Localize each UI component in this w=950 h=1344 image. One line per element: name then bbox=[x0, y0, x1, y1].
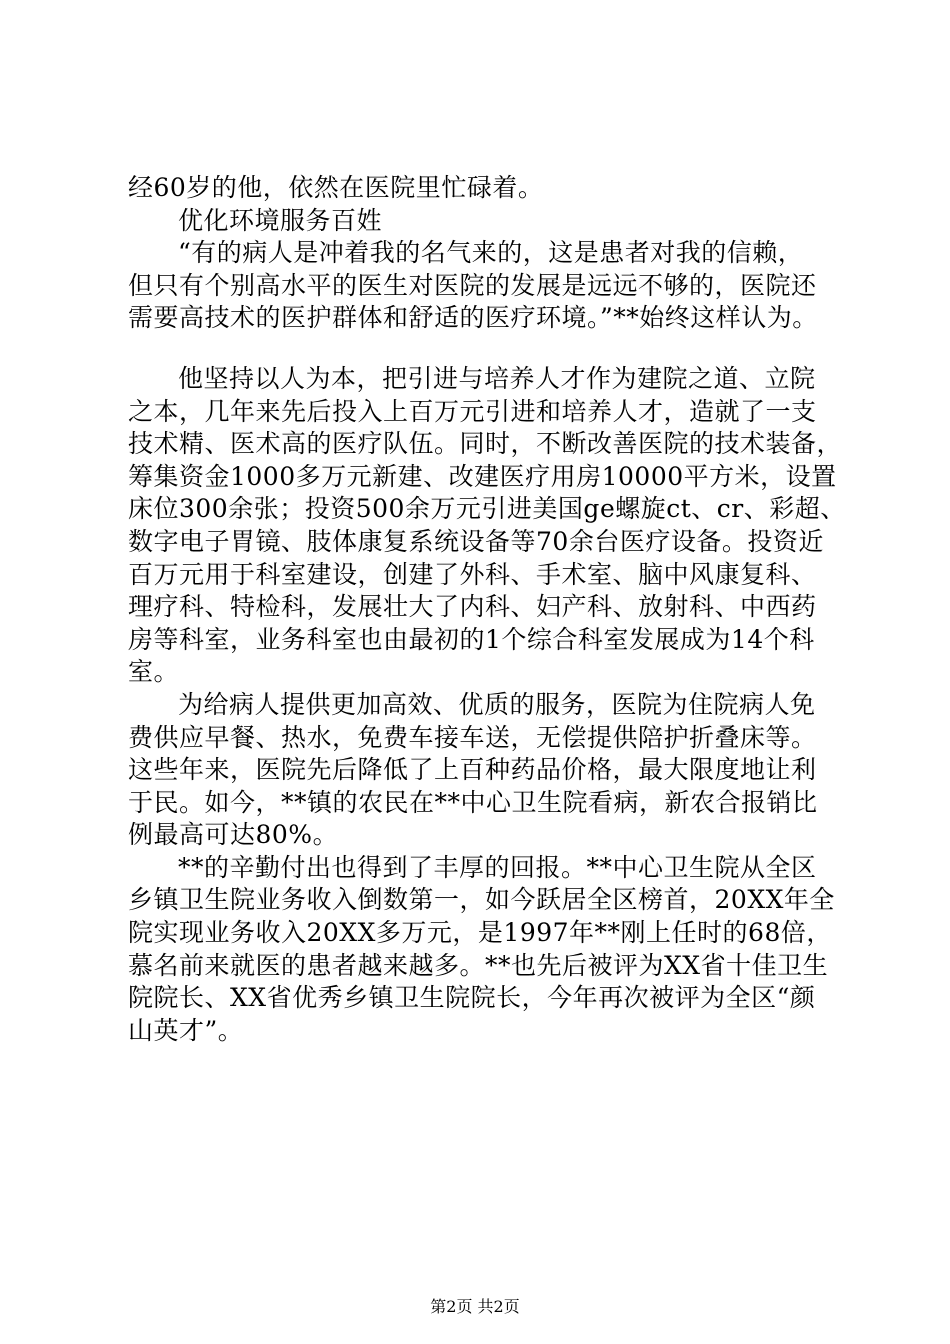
text-line: 慕名前来就医的患者越来越多。**也先后被评为XX省十佳卫生 bbox=[128, 950, 829, 980]
text-line: 他坚持以人为本，把引进与培养人才作为建院之道、立院 bbox=[178, 363, 816, 393]
text-line: “有的病人是冲着我的名气来的，这是患者对我的信赖， bbox=[178, 238, 804, 268]
text-line: 室。 bbox=[128, 657, 180, 687]
text-line: **的辛勤付出也得到了丰厚的回报。**中心卫生院从全区 bbox=[178, 852, 817, 882]
text-line: 费供应早餐、热水，免费车接车送，无偿提供陪护折叠床等。 bbox=[128, 722, 817, 752]
text-line: 院实现业务收入20XX多万元，是1997年**刚上任时的68倍， bbox=[128, 918, 832, 948]
text-line: 数字电子胃镜、肢体康复系统设备等70余台医疗设备。投资近 bbox=[128, 526, 824, 556]
text-line: 院院长、XX省优秀乡镇卫生院院长，今年再次被评为全区“颜 bbox=[128, 983, 816, 1013]
text-line: 经60岁的他，依然在医院里忙碌着。 bbox=[128, 173, 544, 202]
text-line: 但只有个别高水平的医生对医院的发展是远远不够的，医院还 bbox=[128, 270, 817, 300]
text-line: 床位300余张；投资500余万元引进美国ge螺旋ct、cr、彩超、 bbox=[128, 494, 846, 524]
text-line: 乡镇卫生院业务收入倒数第一，如今跃居全区榜首，20XX年全 bbox=[128, 885, 835, 915]
text-line: 需要高技术的医护群体和舒适的医疗环境。”**始终这样认为。 bbox=[128, 303, 818, 333]
text-line: 为给病人提供更加高效、优质的服务，医院为住院病人免 bbox=[178, 689, 816, 719]
text-line: 于民。如今，**镇的农民在**中心卫生院看病，新农合报销比 bbox=[128, 787, 818, 817]
body-text bbox=[128, 172, 848, 1047]
page-footer: 第2页 共2页 bbox=[430, 1297, 520, 1316]
text-line: 山英才”。 bbox=[128, 1015, 244, 1045]
section-heading: 优化环境服务百姓 bbox=[178, 205, 383, 235]
paragraph-gap bbox=[128, 335, 848, 363]
text-line: 理疗科、特检科，发展壮大了内科、妇产科、放射科、中西药 bbox=[128, 592, 817, 622]
text-line: 这些年来，医院先后降低了上百种药品价格，最大限度地让利 bbox=[128, 755, 817, 785]
text-line: 百万元用于科室建设，创建了外科、手术室、脑中风康复科、 bbox=[128, 559, 817, 589]
text-line: 房等科室，业务科室也由最初的1个综合科室发展成为14个科 bbox=[128, 624, 815, 654]
text-line: 之本，几年来先后投入上百万元引进和培养人才，造就了一支 bbox=[128, 396, 817, 426]
text-line: 例最高可达80%。 bbox=[128, 820, 339, 850]
text-line: 技术精、医术高的医疗队伍。同时，不断改善医院的技术装备， bbox=[128, 429, 843, 459]
text-line: 筹集资金1000多万元新建、改建医疗用房10000平方米，设置 bbox=[128, 461, 837, 491]
